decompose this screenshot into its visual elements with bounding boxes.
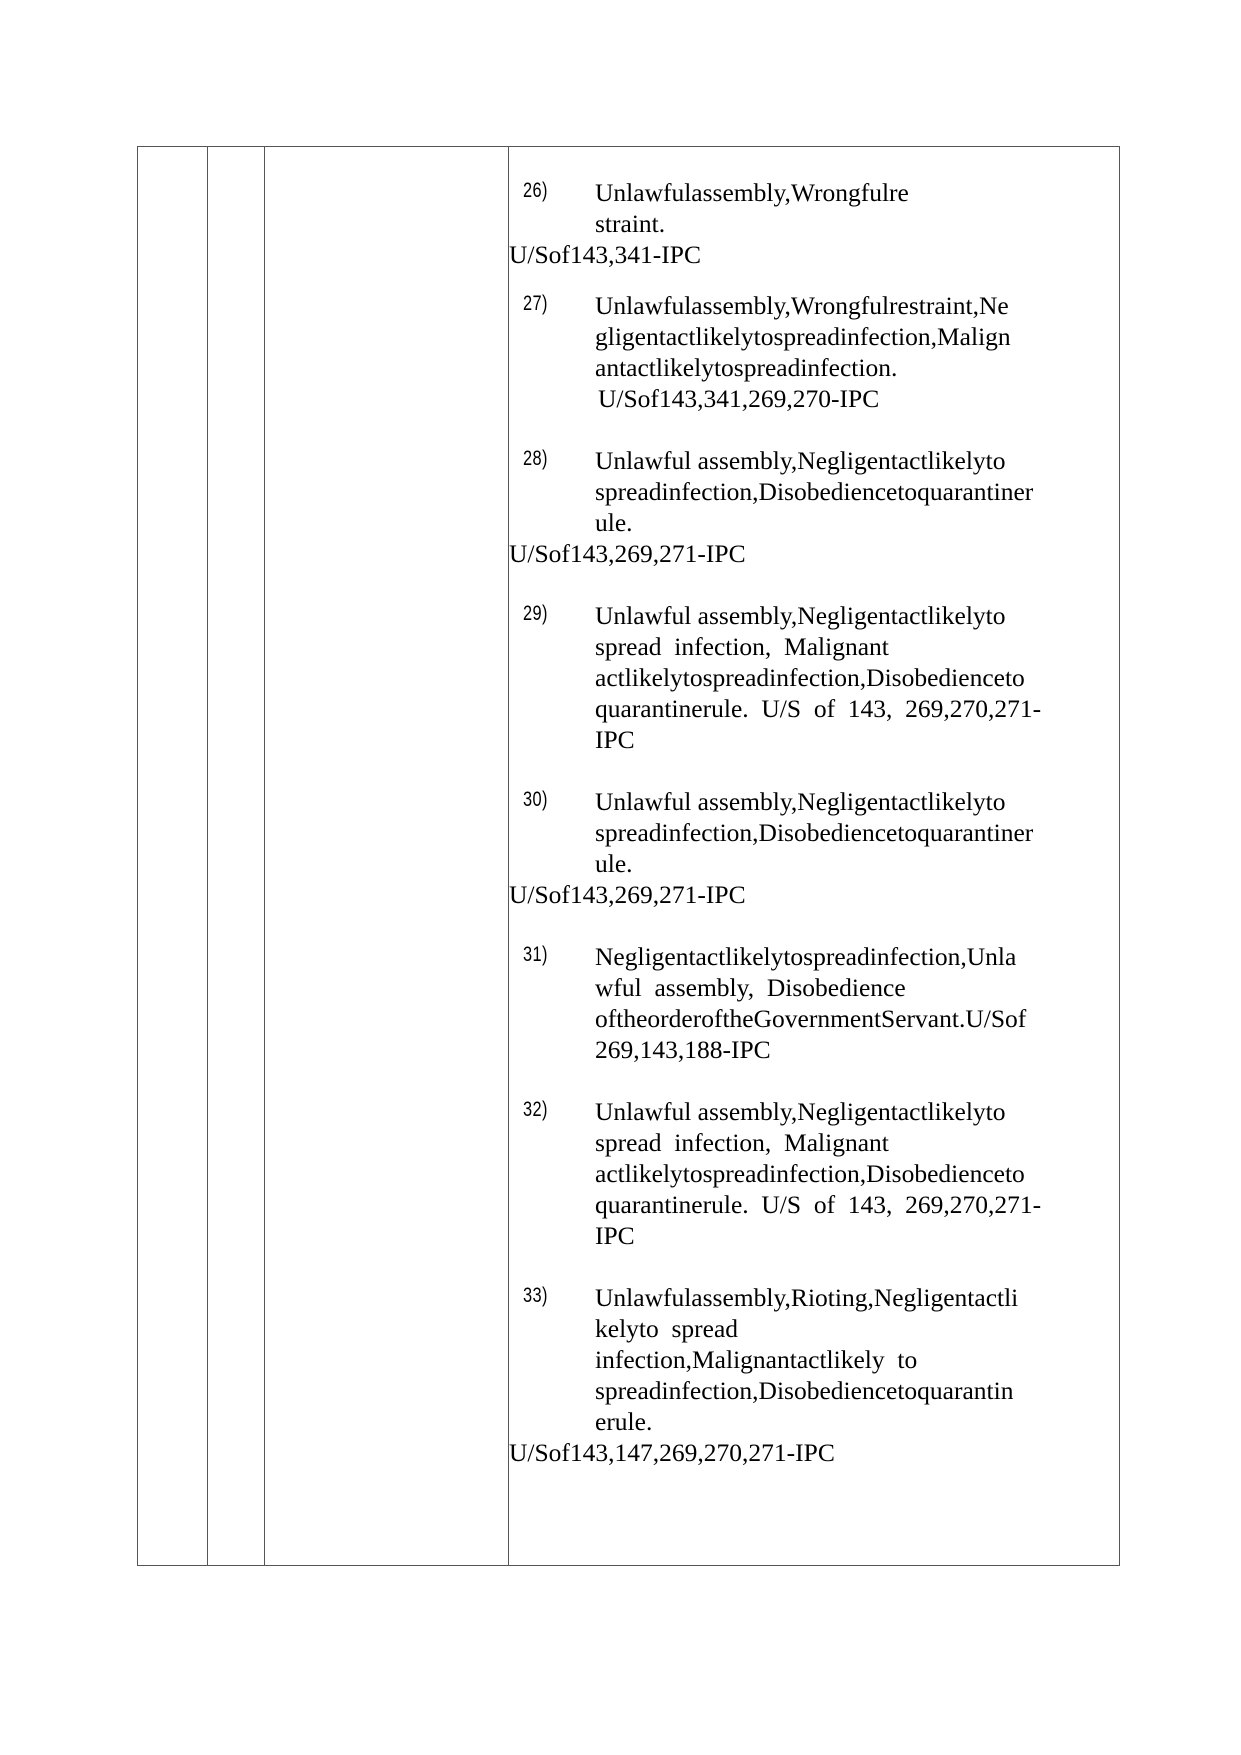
entry-line: Unlawfulassembly,Wrongfulre (595, 178, 909, 207)
entry-line: oftheorderoftheGovernmentServant.U/Sof (595, 1004, 1027, 1033)
charges-table (137, 146, 1120, 1566)
entry-line: actlikelytospreadinfection,Disobedienceto (595, 663, 1025, 692)
entry-line: spread infection, Malignant (595, 632, 889, 661)
entry-line: infection,Malignantactlikely to (595, 1345, 918, 1374)
entry-line: kelyto spread (595, 1314, 739, 1343)
entry-line: wful assembly, Disobedience (595, 973, 906, 1002)
entry-number: 30) (523, 788, 548, 811)
entry-line: straint. (595, 209, 666, 238)
entry-line: Unlawfulassembly,Rioting,Negligentactli (595, 1283, 1019, 1312)
entry-line: spreadinfection,Disobediencetoquarantiner (595, 477, 1034, 506)
entry-line: Negligentactlikelytospreadinfection,Unla (595, 942, 1017, 971)
entry-line: spreadinfection,Disobediencetoquarantin (595, 1376, 1014, 1405)
entry-line: Unlawful assembly,Negligentactlikelyto (595, 601, 1006, 630)
entry-line: gligentactlikelytospreadinfection,Malign (595, 322, 1011, 351)
entry-line: U/Sof143,341,269,270-IPC (598, 384, 880, 413)
entry-line: Unlawful assembly,Negligentactlikelyto (595, 787, 1006, 816)
offence-cell (509, 147, 1119, 1565)
entry-number: 27) (523, 292, 548, 315)
entry-line: ule. (595, 508, 633, 537)
entry-number: 26) (523, 179, 548, 202)
entry-sections: U/Sof143,147,269,270,271-IPC (509, 1438, 835, 1467)
entry-line: quarantinerule. U/S of 143, 269,270,271- (595, 1190, 1042, 1219)
entry-line: Unlawful assembly,Negligentactlikelyto (595, 446, 1006, 475)
entry-number: 32) (523, 1098, 548, 1121)
entry-line: IPC (595, 1221, 635, 1250)
entry-sections: U/Sof143,269,271-IPC (509, 539, 746, 568)
entry-number: 31) (523, 943, 548, 966)
entry-line: ule. (595, 849, 633, 878)
entry-sections: U/Sof143,341-IPC (509, 240, 701, 269)
entry-line: spreadinfection,Disobediencetoquarantiner (595, 818, 1034, 847)
entry-number: 33) (523, 1284, 548, 1307)
entry-line: Unlawfulassembly,Wrongfulrestraint,Ne (595, 291, 1009, 320)
entry-line: antactlikelytospreadinfection. (595, 353, 898, 382)
entry-sections: U/Sof143,269,271-IPC (509, 880, 746, 909)
entry-line: Unlawful assembly,Negligentactlikelyto (595, 1097, 1006, 1126)
entry-line: spread infection, Malignant (595, 1128, 889, 1157)
column-divider (207, 147, 208, 1565)
entry-line: erule. (595, 1407, 653, 1436)
entry-line: IPC (595, 725, 635, 754)
entry-number: 29) (523, 602, 548, 625)
entry-line: quarantinerule. U/S of 143, 269,270,271- (595, 694, 1042, 723)
entry-line: 269,143,188-IPC (595, 1035, 771, 1064)
entry-line: actlikelytospreadinfection,Disobedienceto (595, 1159, 1025, 1188)
column-divider (264, 147, 265, 1565)
entry-number: 28) (523, 447, 548, 470)
